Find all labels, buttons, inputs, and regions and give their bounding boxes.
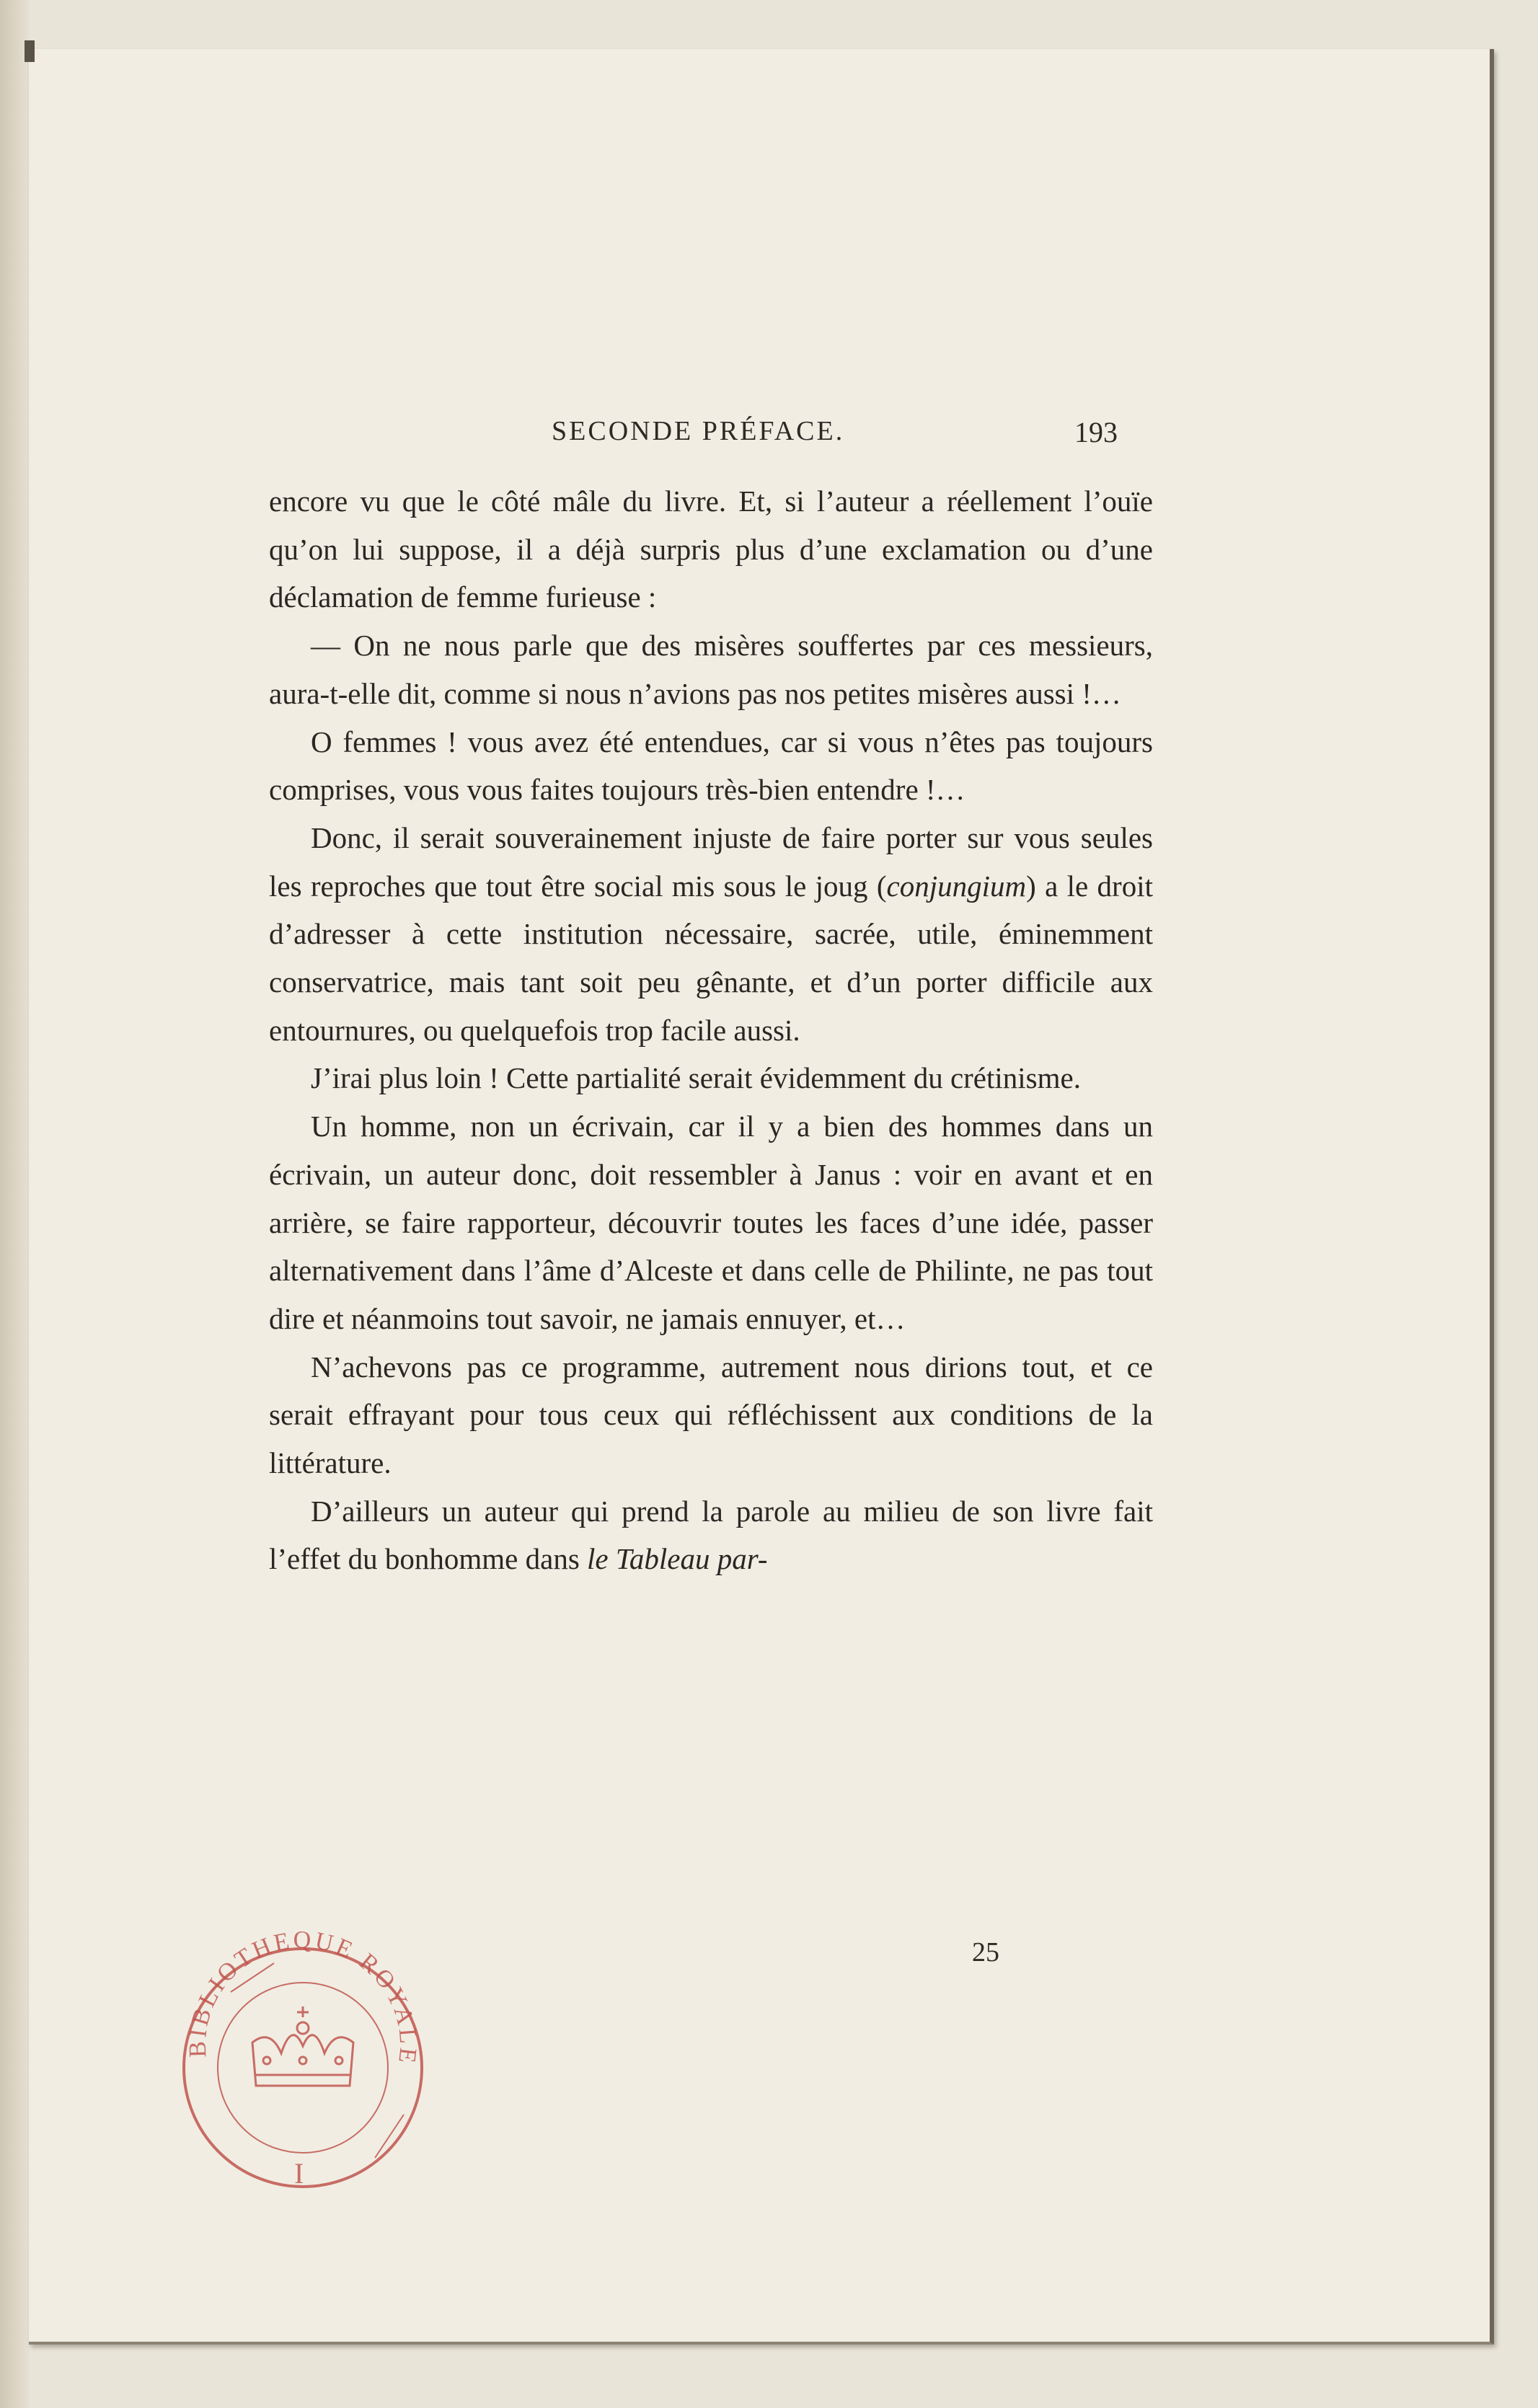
paragraph-text: N’achevons pas ce programme, autrement nous dirions tout, et ce serait effrayant pour tous ceux qui réfléchissent aux conditions de la littérature. (269, 1350, 1153, 1480)
paragraph-8 (269, 1487, 1153, 1583)
paragraph-5 (269, 1054, 1153, 1102)
paragraph-text: encore vu que le côté mâle du livre. Et, si l’auteur a réellement l’ouïe qu’on lui suppose, il a déjà surpris plus d’une exclamation ou d’une déclamation de femme furieuse : (269, 484, 1153, 614)
running-title: SECONDE PRÉFACE. (552, 416, 845, 446)
running-head (29, 415, 1490, 459)
stamp-text: BIBLIOTHEQUE ROYALE (184, 1926, 422, 2068)
paragraph-text: Un homme, non un écrivain, car il y a bien des hommes dans un écrivain, un auteur donc, doit ressembler à Janus : voir en avant et en arrière, se faire rapporteur, découvrir toutes les faces d’une idée, passer alternativement dans l’âme d’Alceste et dans celle de Philinte, ne pas tout dire et néanmoins tout savoir, ne jamais ennuyer, et… (269, 1110, 1153, 1335)
italic-title: le Tableau par- (587, 1542, 768, 1576)
book-page (29, 49, 1494, 2345)
paragraph-text: ) a le droit d’adresser à cette institution nécessaire, sacrée, utile, éminemment conservatrice, mais tant soit peu gênante, et d’un porter difficile aux entournures, ou quelquefois trop facile aussi. (269, 869, 1153, 1047)
paragraph-3 (269, 718, 1153, 814)
paragraph-text: — On ne nous parle que des misères souffertes par ces messieurs, aura-t-elle dit, comme si nous n’avions pas nos petites misères aussi !… (269, 629, 1153, 710)
book-gutter (0, 0, 29, 2408)
paragraph-text: Donc, il serait souverainement injuste de faire porter sur vous seules les reproches que tout être social mis sous le joug ( (269, 820, 1153, 903)
paragraph-2 (269, 621, 1153, 717)
body-text (269, 477, 1153, 1583)
signature-mark: 25 (972, 1937, 999, 1967)
paragraph-7 (269, 1343, 1153, 1487)
paragraph-text: O femmes ! vous avez été entendues, car si vous n’êtes pas toujours comprises, vous vous faites toujours très-bien entendre !… (269, 725, 1153, 807)
paragraph-4 (269, 814, 1153, 1055)
paragraph-text: J’irai plus loin ! Cette partialité serait évidemment du crétinisme. (311, 1061, 1081, 1095)
page-number: 193 (1074, 416, 1118, 448)
paragraph-6 (269, 1102, 1153, 1343)
crown-icon (252, 2006, 353, 2086)
library-stamp (166, 1920, 440, 2208)
italic-word: conjungium (886, 869, 1027, 903)
paragraph-1 (269, 477, 1153, 621)
stamp-numeral: I (294, 2157, 304, 2190)
paragraph-text: D’ailleurs un auteur qui prend la parole au milieu de son livre fait l’effet du bonhomme dans (269, 1494, 1153, 1576)
